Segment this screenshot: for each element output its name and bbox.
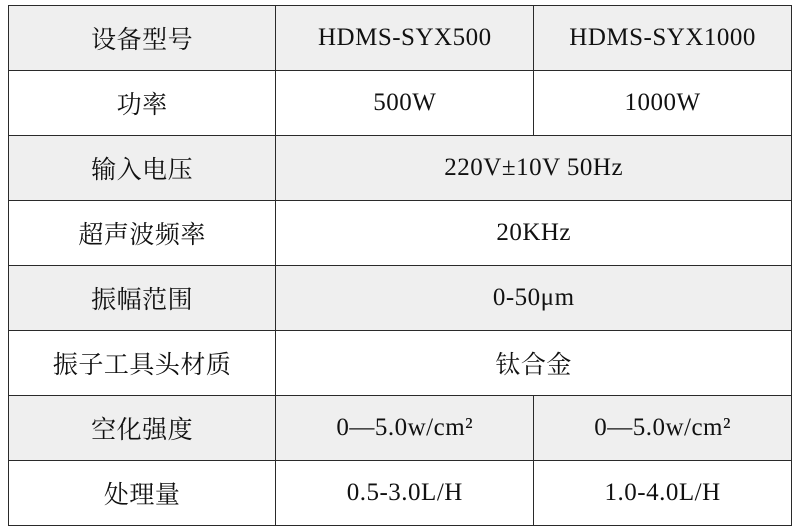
row-label-frequency: 超声波频率 [9, 201, 276, 266]
row-value-power-2: 1000W [534, 71, 792, 136]
table-row [9, 331, 792, 396]
table-row [9, 71, 792, 136]
row-label-model: 设备型号 [9, 6, 276, 71]
row-value-voltage: 220V±10V 50Hz [276, 136, 792, 201]
table-body [9, 6, 792, 526]
row-value-throughput-1: 0.5-3.0L/H [276, 461, 534, 526]
row-value-cavitation-1: 0—5.0w/cm² [276, 396, 534, 461]
row-label-throughput: 处理量 [9, 461, 276, 526]
table-row [9, 201, 792, 266]
row-value-horn-material: 钛合金 [276, 331, 792, 396]
row-value-cavitation-2: 0—5.0w/cm² [534, 396, 792, 461]
row-value-frequency: 20KHz [276, 201, 792, 266]
row-value-model-1: HDMS-SYX500 [276, 6, 534, 71]
equipment-spec-table [8, 5, 792, 526]
row-value-amplitude: 0-50μm [276, 266, 792, 331]
row-value-throughput-2: 1.0-4.0L/H [534, 461, 792, 526]
row-label-voltage: 输入电压 [9, 136, 276, 201]
row-label-cavitation: 空化强度 [9, 396, 276, 461]
row-label-amplitude: 振幅范围 [9, 266, 276, 331]
table-row [9, 266, 792, 331]
row-label-power: 功率 [9, 71, 276, 136]
row-value-model-2: HDMS-SYX1000 [534, 6, 792, 71]
table-row [9, 396, 792, 461]
row-value-power-1: 500W [276, 71, 534, 136]
table-row [9, 136, 792, 201]
row-label-horn-material: 振子工具头材质 [9, 331, 276, 396]
table-row [9, 461, 792, 526]
table-row [9, 6, 792, 71]
